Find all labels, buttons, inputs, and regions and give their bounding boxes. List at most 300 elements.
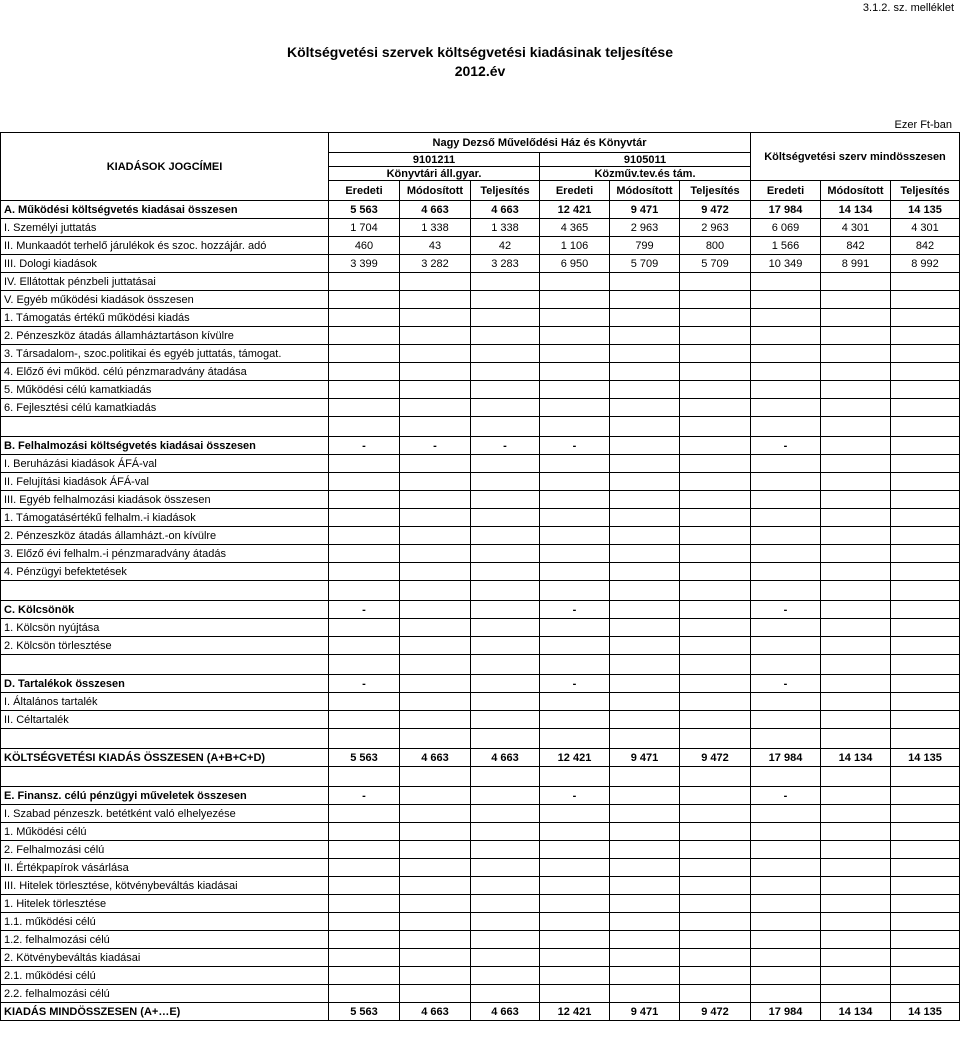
row-value: 43 [400,237,471,255]
row-value [680,877,751,895]
code1-header: 9101211 [329,153,540,167]
row-value [471,711,540,729]
row-value [891,455,960,473]
row-label: I. Beruházási kiadások ÁFÁ-val [1,455,329,473]
table-row [1,729,960,749]
row-value [680,967,751,985]
row-value: - [751,437,821,455]
table-row [1,823,960,841]
table-row [1,895,960,913]
row-label: B. Felhalmozási költségvetés kiadásai összesen [1,437,329,455]
row-value [540,473,610,491]
row-value [471,729,540,749]
table-body [1,201,960,1021]
row-value: - [329,675,400,693]
row-value: - [540,601,610,619]
row-value [891,967,960,985]
row-value [610,931,680,949]
table-row [1,581,960,601]
row-value [400,711,471,729]
row-value: 9 472 [680,1003,751,1021]
row-value [610,601,680,619]
row-value [471,877,540,895]
table-row [1,291,960,309]
document-year: 2012.év [454,63,506,79]
table-row [1,563,960,581]
row-value [400,693,471,711]
row-value [680,895,751,913]
row-value [471,327,540,345]
row-value [610,895,680,913]
table-row [1,491,960,509]
row-value: 3 283 [471,255,540,273]
row-value [400,859,471,877]
row-value [751,729,821,749]
row-value: 14 134 [821,749,891,767]
row-value [400,455,471,473]
row-value [821,437,891,455]
row-value [891,895,960,913]
row-value [891,693,960,711]
table-row [1,985,960,1003]
row-value [821,693,891,711]
row-value [329,345,400,363]
row-value [821,859,891,877]
row-value [821,895,891,913]
row-value: - [400,437,471,455]
row-value: 6 950 [540,255,610,273]
row-label: C. Kölcsönök [1,601,329,619]
table-row [1,805,960,823]
row-label: D. Tartalékok összesen [1,675,329,693]
row-value [680,381,751,399]
row-value: - [751,787,821,805]
row-value [471,601,540,619]
row-value [821,913,891,931]
row-value [610,381,680,399]
row-value: 14 134 [821,1003,891,1021]
table-row [1,255,960,273]
row-value [540,399,610,417]
row-value [329,655,400,675]
table-row [1,619,960,637]
row-value [329,491,400,509]
row-value [891,877,960,895]
row-value [751,545,821,563]
row-value [821,417,891,437]
row-value [821,545,891,563]
row-value [821,877,891,895]
row-value [751,949,821,967]
row-value [680,859,751,877]
row-value [680,363,751,381]
row-value [610,787,680,805]
row-label: III. Dologi kiadások [1,255,329,273]
row-value [821,473,891,491]
row-value [751,399,821,417]
row-value [821,601,891,619]
row-value [680,729,751,749]
row-value: 4 365 [540,219,610,237]
row-value [610,967,680,985]
row-value: 8 992 [891,255,960,273]
row-value [400,491,471,509]
row-label: 2. Pénzeszköz átadás államházt.-on kívülre [1,527,329,545]
row-value [751,967,821,985]
row-value [891,859,960,877]
table-row [1,655,960,675]
row-label: 2.2. felhalmozási célú [1,985,329,1003]
row-value [751,985,821,1003]
row-value [891,545,960,563]
sub1-header: Könyvtári áll.gyar. [329,167,540,181]
row-value [891,823,960,841]
row-value: 9 472 [680,201,751,219]
row-value [329,895,400,913]
row-value [540,381,610,399]
row-value: 4 301 [891,219,960,237]
row-value [821,491,891,509]
row-value [400,637,471,655]
table-row [1,601,960,619]
row-value [751,491,821,509]
table-row [1,637,960,655]
row-value [471,637,540,655]
row-value [680,601,751,619]
row-value [680,273,751,291]
row-label: 1.1. működési célú [1,913,329,931]
col-header: Teljesítés [680,181,751,201]
row-value [540,327,610,345]
row-value [751,273,821,291]
row-label: 4. Pénzügyi befektetések [1,563,329,581]
row-value [329,545,400,563]
row-value [891,637,960,655]
row-label: 2.1. működési célú [1,967,329,985]
row-value [540,931,610,949]
col-header: Eredeti [751,181,821,201]
row-value [751,767,821,787]
table-row [1,711,960,729]
row-value [680,563,751,581]
code2-header: 9105011 [540,153,751,167]
row-value [680,949,751,967]
row-value [540,895,610,913]
row-value [400,399,471,417]
row-value [540,491,610,509]
row-value [400,767,471,787]
table-row [1,473,960,491]
row-value: 842 [821,237,891,255]
row-value [400,381,471,399]
row-value: 14 135 [891,201,960,219]
row-value: - [471,437,540,455]
row-value: 460 [329,237,400,255]
row-value [540,841,610,859]
row-value [891,913,960,931]
row-value [329,417,400,437]
row-value [400,967,471,985]
row-value [610,729,680,749]
row-value [891,729,960,749]
row-value [329,509,400,527]
row-value [400,787,471,805]
row-value [400,729,471,749]
table-row [1,399,960,417]
row-value [891,787,960,805]
table-row [1,877,960,895]
row-value: 42 [471,237,540,255]
row-value: 2 963 [680,219,751,237]
row-value [610,273,680,291]
row-value [891,327,960,345]
row-value [610,913,680,931]
row-value [329,363,400,381]
row-value [329,581,400,601]
row-value [680,509,751,527]
row-value [540,509,610,527]
row-label: I. Általános tartalék [1,693,329,711]
row-value [471,291,540,309]
row-value [751,859,821,877]
row-value [891,309,960,327]
table-row [1,273,960,291]
row-label: V. Egyéb működési kiadások összesen [1,291,329,309]
row-value [680,655,751,675]
table-row [1,381,960,399]
row-value [891,381,960,399]
row-value [680,787,751,805]
row-value [680,931,751,949]
row-value [680,841,751,859]
row-value [680,491,751,509]
row-value [751,455,821,473]
row-value [610,949,680,967]
row-value [610,399,680,417]
row-value [680,913,751,931]
row-value: - [329,437,400,455]
row-value [751,931,821,949]
table-row [1,1003,960,1021]
table-row [1,675,960,693]
table-row [1,455,960,473]
row-value [400,345,471,363]
row-label: KÖLTSÉGVETÉSI KIADÁS ÖSSZESEN (A+B+C+D) [1,749,329,767]
row-value [540,693,610,711]
row-label: KIADÁS MINDÖSSZESEN (A+…E) [1,1003,329,1021]
row-value [891,931,960,949]
row-label: 2. Kölcsön törlesztése [1,637,329,655]
col-header: Eredeti [540,181,610,201]
row-value [680,473,751,491]
row-value [471,913,540,931]
row-value [891,291,960,309]
row-value: - [540,437,610,455]
row-value [610,417,680,437]
row-value [329,859,400,877]
row-value [540,455,610,473]
row-value [471,655,540,675]
row-value: 9 471 [610,749,680,767]
row-value [751,913,821,931]
row-value [821,949,891,967]
row-label: A. Működési költségvetés kiadásai összesen [1,201,329,219]
row-value [891,417,960,437]
row-value [610,581,680,601]
row-value [751,637,821,655]
row-value [400,581,471,601]
row-value: 4 663 [400,1003,471,1021]
row-value: 4 663 [471,1003,540,1021]
table-row [1,509,960,527]
row-value: - [751,675,821,693]
row-value [540,527,610,545]
col-header: Eredeti [329,181,400,201]
unit-label: Ezer Ft-ban [894,119,952,131]
row-value: 4 663 [471,201,540,219]
row-label [1,417,329,437]
row-value [400,601,471,619]
row-value [471,417,540,437]
row-value [471,841,540,859]
row-value [329,877,400,895]
row-value [610,527,680,545]
row-value [680,327,751,345]
row-value [610,473,680,491]
row-value [400,805,471,823]
row-value [821,327,891,345]
row-value [540,967,610,985]
row-value: 1 566 [751,237,821,255]
row-value [400,327,471,345]
table-row [1,841,960,859]
row-value [751,581,821,601]
row-value [540,729,610,749]
row-value [610,767,680,787]
row-value [400,309,471,327]
row-value [610,693,680,711]
table-row [1,237,960,255]
row-value [471,399,540,417]
row-value [400,895,471,913]
row-value [891,675,960,693]
row-value [471,985,540,1003]
row-value [891,363,960,381]
row-value [471,581,540,601]
row-value [540,805,610,823]
table-row [1,913,960,931]
row-value [540,711,610,729]
row-value [821,309,891,327]
row-value [821,527,891,545]
row-value: 799 [610,237,680,255]
row-value [821,711,891,729]
row-value [471,693,540,711]
row-value [400,877,471,895]
row-value [751,509,821,527]
row-value [329,967,400,985]
row-value [540,877,610,895]
row-value [540,619,610,637]
row-value [540,637,610,655]
row-value [891,509,960,527]
row-value [821,399,891,417]
row-value [751,619,821,637]
row-value [891,345,960,363]
row-value [471,363,540,381]
row-value [610,841,680,859]
row-value [540,581,610,601]
row-value [471,345,540,363]
row-value [329,823,400,841]
row-label: 2. Kötvénybeváltás kiadásai [1,949,329,967]
table-row [1,859,960,877]
row-value [329,711,400,729]
row-value: 1 338 [471,219,540,237]
row-value [540,563,610,581]
row-value: 3 399 [329,255,400,273]
row-value [540,823,610,841]
row-value [821,345,891,363]
row-value [891,491,960,509]
row-value [821,291,891,309]
row-label [1,767,329,787]
row-label: 3. Társadalom-, szoc.politikai és egyéb juttatás, támogat. [1,345,329,363]
row-value [821,509,891,527]
row-value [751,805,821,823]
row-value [400,949,471,967]
row-value: - [329,601,400,619]
row-value: - [540,787,610,805]
row-label [1,581,329,601]
row-value [540,417,610,437]
row-value [821,985,891,1003]
row-value [540,309,610,327]
row-value [329,841,400,859]
row-label: 4. Előző évi működ. célú pénzmaradvány átadása [1,363,329,381]
row-value [610,437,680,455]
row-value: 5 563 [329,749,400,767]
row-value: 4 663 [471,749,540,767]
row-value [471,949,540,967]
row-value [751,473,821,491]
row-value [610,823,680,841]
row-label: 1. Támogatásértékű felhalm.-i kiadások [1,509,329,527]
row-value: 12 421 [540,201,610,219]
row-value [329,399,400,417]
row-value [471,805,540,823]
row-value [891,619,960,637]
row-value [751,823,821,841]
row-value [471,967,540,985]
row-value [891,655,960,675]
row-label: E. Finansz. célú pénzügyi műveletek összesen [1,787,329,805]
row-value [329,473,400,491]
row-value [821,655,891,675]
row-value [821,805,891,823]
row-value [751,655,821,675]
table-row [1,749,960,767]
row-value: 5 709 [610,255,680,273]
table-row [1,417,960,437]
row-value [680,345,751,363]
row-value [400,931,471,949]
row-value [821,581,891,601]
row-value [891,563,960,581]
row-value [540,291,610,309]
row-value [680,619,751,637]
row-value [329,913,400,931]
